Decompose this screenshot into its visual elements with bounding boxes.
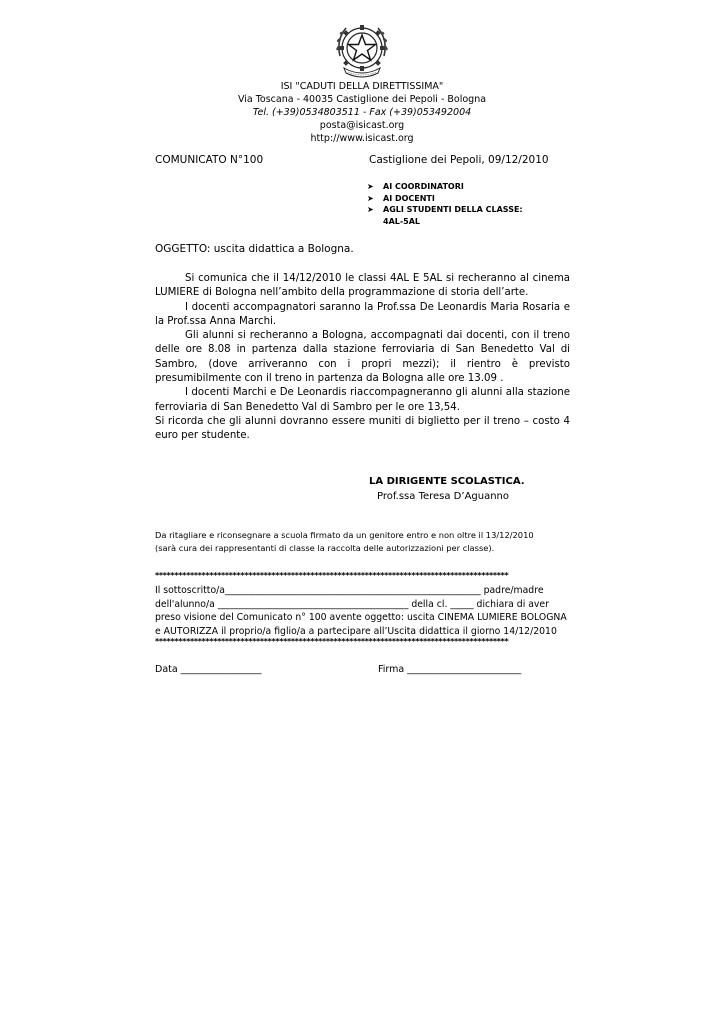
cut-notice bbox=[155, 529, 575, 555]
body-paragraph: Si comunica che il 14/12/2010 le classi 4AL E 5AL si recheranno al cinema LUMIERE di Bologna nell’ambito della programmazione di storia dell’arte. bbox=[155, 273, 570, 299]
body-paragraph: Si ricorda che gli alunni dovranno essere muniti di biglietto per il treno – costo 4 euro per studente. bbox=[155, 415, 570, 442]
place-date: Castiglione dei Pepoli, 09/12/2010 bbox=[369, 154, 549, 166]
recipient-classes: 4AL-5AL bbox=[383, 216, 421, 226]
body-paragraph: I docenti accompagnatori saranno la Prof.ssa De Leonardis Maria Rosaria e la Prof.ssa Anna Marchi. bbox=[155, 301, 570, 327]
arrow-bullet-icon: ➤ bbox=[367, 193, 374, 203]
communique-number: COMUNICATO N°100 bbox=[155, 154, 264, 166]
star-separator: ******************************************************************************************* bbox=[155, 637, 509, 646]
signature-block bbox=[369, 475, 525, 504]
recipient-item: ➤ AI DOCENTI bbox=[367, 193, 435, 203]
recipient-item: ➤ AGLI STUDENTI DELLA CLASSE: bbox=[367, 205, 523, 214]
form-line: e AUTORIZZA il proprio/a figlio/a a partecipare all’Uscita didattica il giorno 14/12/2010 bbox=[155, 625, 557, 637]
signature-title: LA DIRIGENTE SCOLASTICA. bbox=[369, 476, 525, 487]
school-website: http://www.isicast.org bbox=[310, 133, 414, 144]
recipient-item: ➤ AI COORDINATORI bbox=[367, 182, 464, 191]
form-line: dell'alunno/a _________________________________________ della cl. _____ dichiara di aver bbox=[155, 598, 549, 610]
signature-field: Firma ________________________ bbox=[378, 664, 522, 675]
arrow-bullet-icon: ➤ bbox=[367, 205, 374, 214]
italian-republic-emblem-icon bbox=[330, 18, 394, 80]
body-paragraph: Gli alunni si recheranno a Bologna, accompagnati dai docenti, con il treno delle ore 8.08 in partenza dalla stazione ferroviaria di San Benedetto Val di Sambro, (dove arriveranno con i propri mezzi); il rientro è previsto presumibilmente con il treno in partenza da Bologna alle ore 13.09 . bbox=[155, 330, 570, 385]
date-field: Data _________________ bbox=[155, 664, 262, 675]
form-line: preso visione del Comunicato n° 100 avente oggetto: uscita CINEMA LUMIERE BOLOGNA bbox=[155, 612, 567, 623]
cut-notice-line: (sarà cura dei rappresentanti di classe la raccolta delle autorizzazioni per classe). bbox=[155, 543, 495, 553]
communique-body bbox=[155, 272, 570, 444]
school-phone-fax: Tel. (+39)0534803511 - Fax (+39)053492004 bbox=[252, 107, 472, 118]
subject-line: OGGETTO: uscita didattica a Bologna. bbox=[155, 243, 354, 255]
school-email: posta@isicast.org bbox=[319, 120, 405, 131]
school-name: ISI "CADUTI DELLA DIRETTISSIMA" bbox=[280, 81, 444, 92]
school-address: Via Toscana - 40035 Castiglione dei Pepoli - Bologna bbox=[237, 94, 487, 105]
form-line: Il sottoscritto/a_______________________________________________________ padre/madre bbox=[155, 585, 544, 596]
star-separator: ******************************************************************************************* bbox=[155, 571, 509, 580]
authorization-form bbox=[155, 584, 569, 638]
body-paragraph: I docenti Marchi e De Leonardis riaccompagneranno gli alunni alla stazione ferroviaria di San Benedetto Val di Sambro per le ore 13,54. bbox=[155, 387, 570, 413]
signature-name: Prof.ssa Teresa D’Aguanno bbox=[377, 490, 510, 502]
arrow-bullet-icon: ➤ bbox=[367, 182, 374, 191]
cut-notice-line: Da ritagliare e riconsegnare a scuola firmato da un genitore entro e non oltre il 13/12/2010 bbox=[155, 530, 534, 540]
recipients-list bbox=[367, 181, 523, 227]
